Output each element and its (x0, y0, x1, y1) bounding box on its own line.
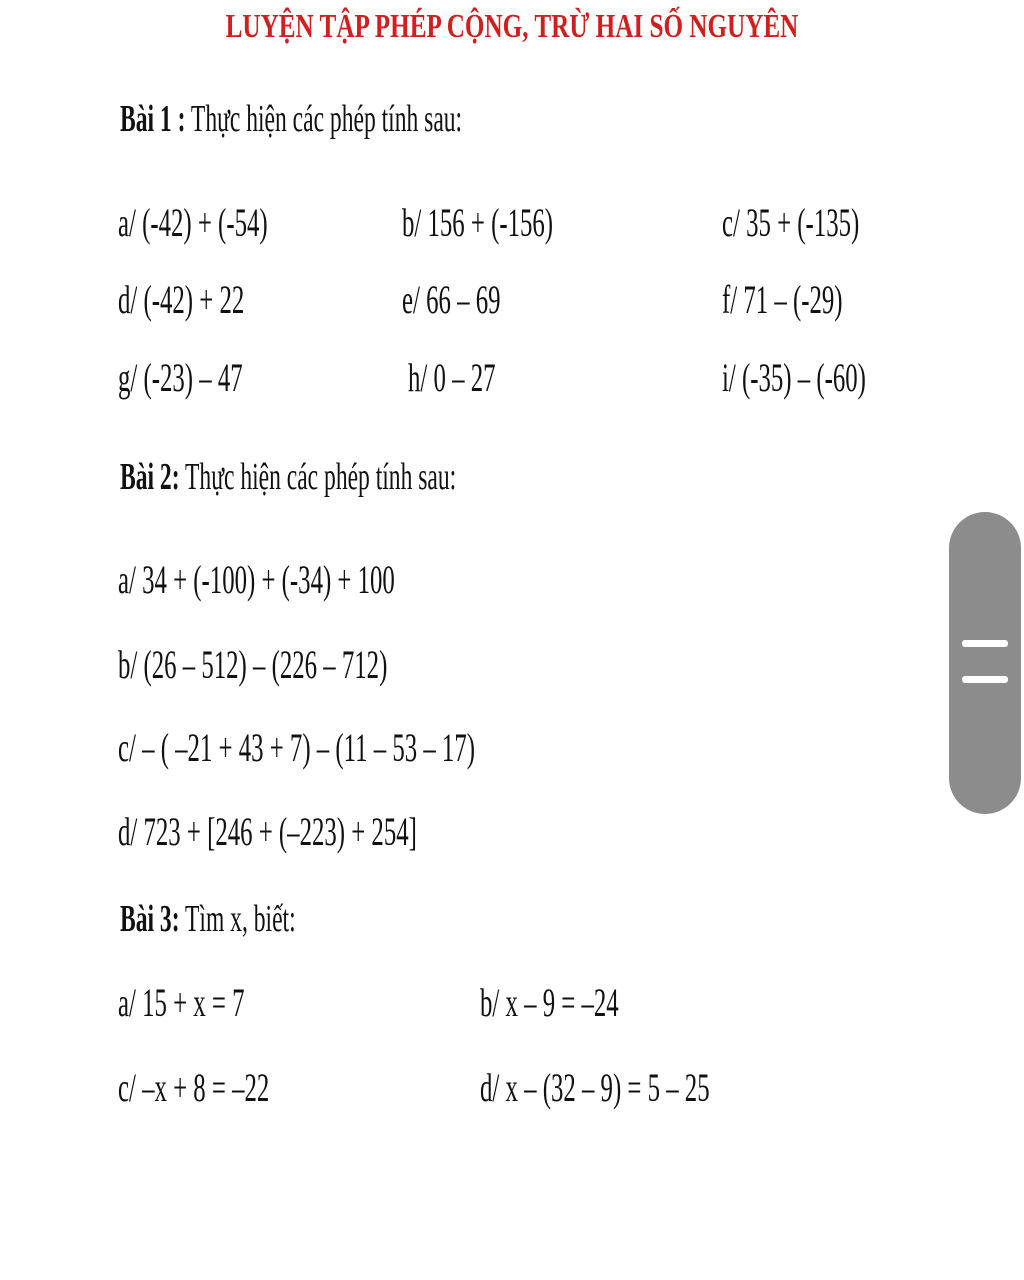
bai1-item-h: h/ 0 – 27 (408, 355, 496, 400)
bai2-label: Bài 2: (120, 456, 180, 498)
bai3-instruction: Tìm x, biết: (185, 898, 296, 940)
bai3-item-d: d/ x – (32 – 9) = 5 – 25 (480, 1065, 710, 1110)
bai1-item-i: i/ (-35) – (-60) (722, 355, 866, 400)
bai3-label: Bài 3: (120, 898, 180, 940)
bai1-item-a: a/ (-42) + (-54) (118, 200, 268, 245)
bai1-item-b: b/ 156 + (-156) (402, 200, 554, 245)
bai1-item-c: c/ 35 + (-135) (722, 200, 860, 245)
bai2-item-c: c/ – ( –21 + 43 + 7) – (11 – 53 – 17) (118, 725, 475, 770)
bai1-item-g: g/ (-23) – 47 (118, 355, 243, 400)
bai2-item-d: d/ 723 + [246 + (–223) + 254] (118, 809, 417, 854)
bai3-heading (120, 900, 296, 938)
bai1-heading (120, 100, 462, 138)
bai2-heading (120, 458, 456, 496)
bai1-item-e: e/ 66 – 69 (402, 277, 501, 322)
bai1-item-d: d/ (-42) + 22 (118, 277, 245, 322)
handle-grip-icon (962, 640, 1008, 647)
scroll-drag-handle[interactable] (949, 512, 1021, 814)
bai2-item-b: b/ (26 – 512) – (226 – 712) (118, 642, 388, 687)
bai2-item-a: a/ 34 + (-100) + (-34) + 100 (118, 557, 395, 602)
bai1-instruction: Thực hiện các phép tính sau: (190, 98, 463, 140)
bai3-item-b: b/ x – 9 = –24 (480, 980, 619, 1025)
page-title: LUYỆN TẬP PHÉP CỘNG, TRỪ HAI SỐ NGUYÊN (225, 8, 799, 45)
bai3-item-c: c/ –x + 8 = –22 (118, 1065, 270, 1110)
bai2-instruction: Thực hiện các phép tính sau: (185, 456, 457, 498)
bai1-item-f: f/ 71 – (-29) (722, 277, 843, 322)
bai3-item-a: a/ 15 + x = 7 (118, 980, 245, 1025)
handle-grip-icon (962, 676, 1008, 683)
bai1-label: Bài 1 : (120, 98, 186, 140)
